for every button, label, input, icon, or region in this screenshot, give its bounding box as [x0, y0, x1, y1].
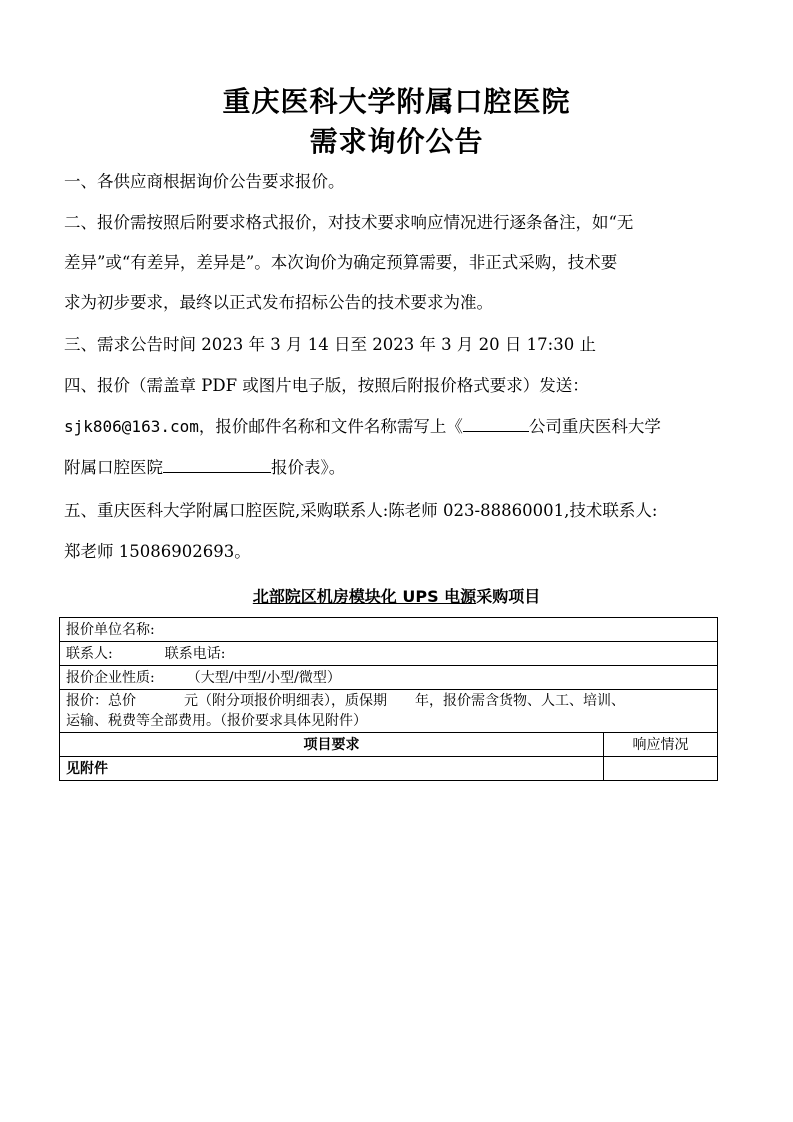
- document-title-line1: 重庆医科大学附属口腔医院: [222, 85, 571, 118]
- paragraph-2-line2: 差异”或“有差异，差异是”。本次询价为确定预算需要，非正式采购，技术要: [64, 253, 618, 272]
- enterprise-nature-options: （大型/中型/小型/微型）: [186, 669, 341, 686]
- document-title-line2: 需求询价公告: [309, 125, 484, 158]
- paragraph-4-line1: 四、报价（需盖章 PDF 或图片电子版，按照后附报价格式要求）发送：: [64, 376, 589, 395]
- table-title: [0, 584, 793, 607]
- paragraph-4-text-c: 附属口腔医院: [64, 458, 163, 477]
- paragraph-4-text-a: ，报价邮件名称和文件名称需写上《: [198, 417, 463, 436]
- contact-label: 联系人:: [66, 645, 113, 662]
- price-text-c: 年，报价需含货物、人工、培训、: [415, 693, 625, 709]
- response-cell[interactable]: [604, 757, 718, 781]
- table-row: [60, 666, 718, 690]
- table-title-underlined: 北部院区机房模块化 UPS 电源: [252, 587, 477, 606]
- paragraph-4-line3: [64, 448, 724, 488]
- phone-label: 联系电话:: [164, 645, 226, 662]
- table-header-row: [60, 733, 718, 757]
- price-text-b: 元（附分项报价明细表），质保期: [184, 693, 387, 709]
- enterprise-nature-label: 报价企业性质:: [66, 669, 155, 686]
- header-requirements: 项目要求: [60, 733, 604, 757]
- paragraph-2-line1: 二、报价需按照后附要求格式报价，对技术要求响应情况进行逐条备注，如“无: [64, 213, 634, 232]
- price-cell[interactable]: [60, 690, 718, 733]
- project-name-blank: [163, 454, 271, 473]
- table-row: [60, 690, 718, 733]
- header-response: 响应情况: [604, 733, 718, 757]
- paragraph-4-text-d: 报价表》。: [271, 458, 346, 477]
- paragraph-2-line3: 求为初步要求，最终以正式发布招标公告的技术要求为准。: [64, 293, 493, 312]
- paragraph-5-line1: 五、重庆医科大学附属口腔医院,采购联系人:陈老师 023-88860001,技术联系人:: [64, 501, 658, 520]
- table-row: [60, 642, 718, 666]
- table-title-rest: 采购项目: [476, 587, 541, 606]
- price-text-a: 报价：总价: [66, 693, 136, 709]
- company-name-blank: [463, 413, 529, 432]
- paragraph-5-line2: 郑老师 15086902693。: [64, 542, 251, 561]
- contact-cell[interactable]: [60, 642, 718, 666]
- paragraph-1: 一、各供应商根据询价公告要求报价。: [64, 172, 345, 191]
- table-row: [60, 757, 718, 781]
- unit-name-cell[interactable]: [60, 618, 718, 642]
- paragraph-4-line2: [64, 407, 724, 447]
- attachment-cell: 见附件: [60, 757, 604, 781]
- table-row: [60, 618, 718, 642]
- quotation-form-table: [59, 617, 718, 781]
- email-address: sjk806@163.com: [64, 417, 199, 436]
- price-text-d: 运输、税费等全部费用。（报价要求具体见附件）: [66, 713, 367, 729]
- unit-name-label: 报价单位名称:: [66, 621, 155, 638]
- paragraph-4-text-b: 公司重庆医科大学: [528, 417, 661, 436]
- enterprise-nature-cell[interactable]: [60, 666, 718, 690]
- paragraph-3: 三、需求公告时间 2023 年 3 月 14 日至 2023 年 3 月 20 日 17:30 止: [64, 335, 596, 354]
